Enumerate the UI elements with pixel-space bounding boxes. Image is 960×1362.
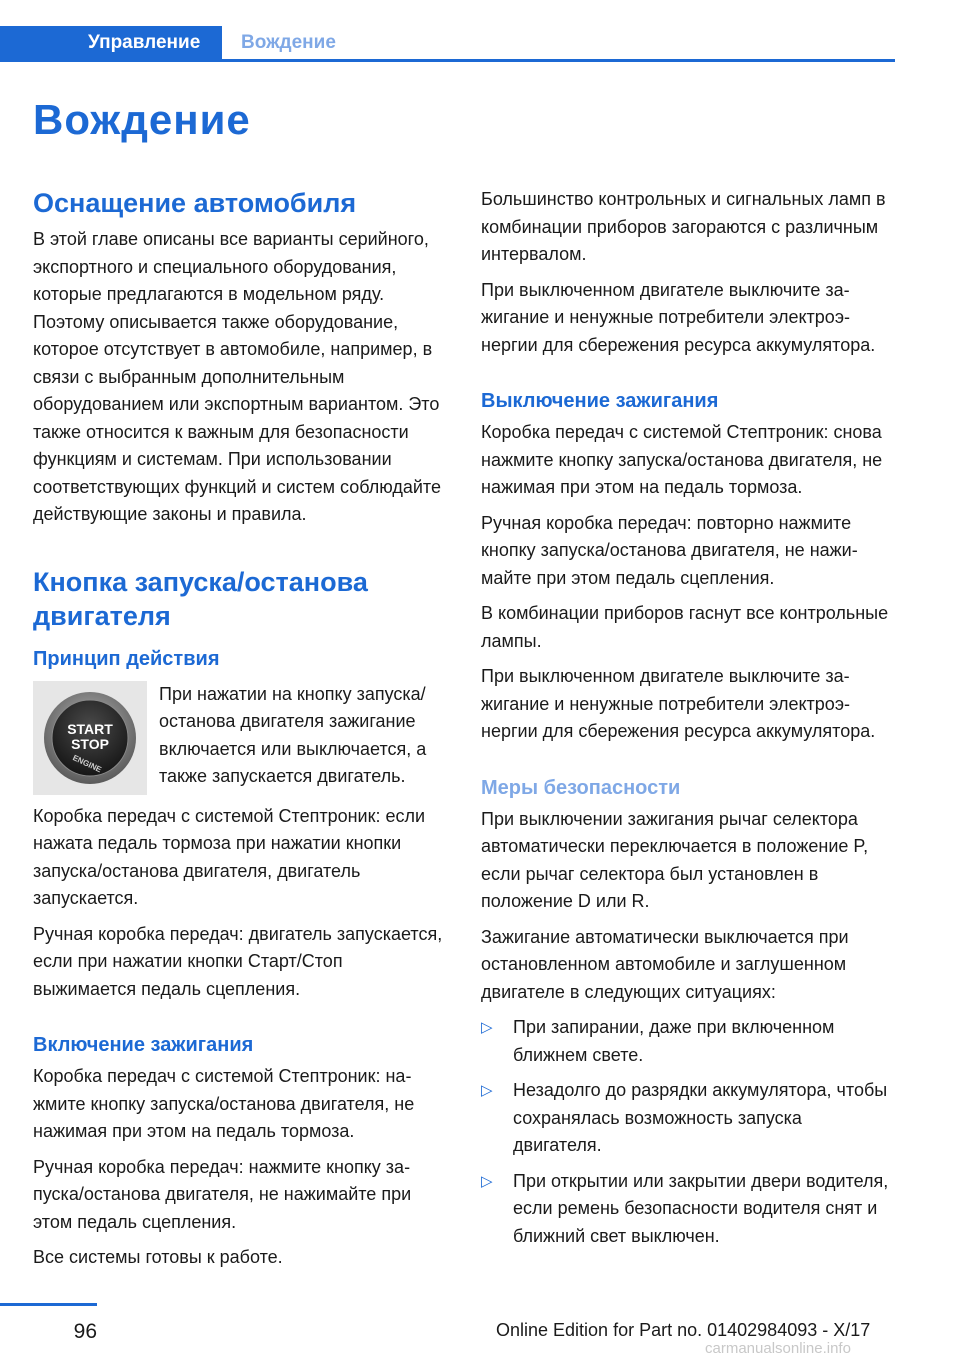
breadcrumb-tab-driving[interactable]: Вождение	[241, 32, 336, 53]
subsection-title-principle: Принцип действия	[33, 647, 220, 670]
figure-row	[33, 681, 447, 795]
section-title-equipment: Оснащение автомобиля	[33, 188, 357, 218]
subsection-title-ignition-on: Включение зажигания	[33, 1034, 254, 1056]
footer-divider	[0, 1303, 97, 1306]
button-label-engine: ENGINE	[71, 752, 103, 774]
paragraph: Зажигание автоматически выключается при остановленном автомобиле и заглушенном двигателе в следующих ситуациях:	[481, 926, 849, 1002]
button-label-stop: STOP	[71, 735, 109, 752]
list-item	[481, 1014, 895, 1069]
watermark: carmanualsonline.info	[705, 1340, 851, 1357]
paragraph: В комбинации приборов гаснут все контрольные лампы.	[481, 603, 889, 651]
list-item-text: При открытии или закрытии двери водителя, если ремень безопасности водителя снят и ближний свет выключен.	[513, 1170, 889, 1246]
button-label-start: START	[67, 720, 113, 737]
triangle-right-icon: ▷	[481, 1172, 493, 1190]
start-stop-button-image	[33, 681, 147, 795]
triangle-right-icon: ▷	[481, 1082, 493, 1099]
list-item-text: При запирании, даже при включенном ближнем свете.	[513, 1017, 835, 1065]
paragraph: Ручная коробка передач: нажмите кнопку запуска/останова двигателя, не нажимайте при этом педаль сцепления.	[33, 1156, 412, 1232]
breadcrumb-tab-control[interactable]: Управление	[0, 26, 222, 62]
paragraph: Ручная коробка передач: двигатель запускается, если при нажатии кнопки Старт/Стоп выжимается педаль сцепления.	[33, 923, 443, 999]
paragraph: В этой главе описаны все варианты серийного, экспортного и специального оборудования, которые предлагаются в модельном ряду. Поэтому описывается также оборудование, которое отсутствует в автомобиле, например, в связи с выбранным дополнительным оборудованием или экспортным вариантом. Это также относится к важным для безопасности функциям и системам. При использовании соответствующих функций и систем соблюдайте действующие законы и правила.	[33, 229, 441, 524]
page-title: Вождение	[33, 96, 251, 143]
left-column	[33, 186, 447, 1280]
right-column	[481, 186, 895, 1258]
figure-caption: При нажатии на кнопку запуска/останова двигателя зажигание включается или выключается, а также запускается двигатель.	[159, 683, 427, 786]
paragraph: Все системы готовы к работе.	[33, 1247, 283, 1267]
triangle-right-icon: ▷	[481, 1019, 493, 1036]
header-divider	[0, 59, 895, 62]
list-item-text: Незадолго до разрядки аккумулятора, чтобы сохранялась возможность запуска двигателя.	[513, 1080, 888, 1155]
paragraph: Большинство контрольных и сигнальных ламп в комбинации приборов загораются с различным интервалом.	[481, 189, 886, 264]
paragraph: При выключенном двигателе выключите зажигание и ненужные потребители электроэнергии для сбережения ресурса аккумулятора.	[481, 279, 876, 355]
section-title-start-stop: Кнопка запуска/останова двигателя	[33, 566, 368, 631]
paragraph: Коробка передач с системой Стептроник: нажмите кнопку запуска/останова двигателя, не нажимая при этом на педаль тормоза.	[33, 1066, 415, 1141]
edition-note: Online Edition for Part no. 01402984093 - X/17	[496, 1320, 871, 1340]
subsection-title-safety: Меры безопасности	[481, 776, 681, 799]
page-number: 96	[73, 1320, 97, 1343]
list-item	[481, 1077, 895, 1160]
paragraph: При выключении зажигания рычаг селектора автоматически переключается в положение P, если рычаг селектора был установлен в положение D или R.	[481, 808, 869, 911]
paragraph: Ручная коробка передач: повторно нажмите кнопку запуска/останова двигателя, не нажимайте при этом педаль сцепления.	[481, 512, 858, 588]
paragraph: Коробка передач с системой Стептроник: снова нажмите кнопку запуска/останова двигателя, не нажимая при этом на педаль тормоза.	[481, 422, 883, 497]
list-item	[481, 1168, 895, 1251]
paragraph: Коробка передач с системой Стептроник: если нажата педаль тормоза при нажатии кнопки запуска/останова двигателя, двигатель запускается.	[33, 805, 426, 908]
situations-list	[481, 1014, 895, 1250]
header-bar	[0, 26, 895, 62]
paragraph: При выключенном двигателе выключите зажигание и ненужные потребители электроэнергии для сбережения ресурса аккумулятора.	[481, 666, 876, 741]
subsection-title-ignition-off: Выключение зажигания	[481, 390, 719, 412]
